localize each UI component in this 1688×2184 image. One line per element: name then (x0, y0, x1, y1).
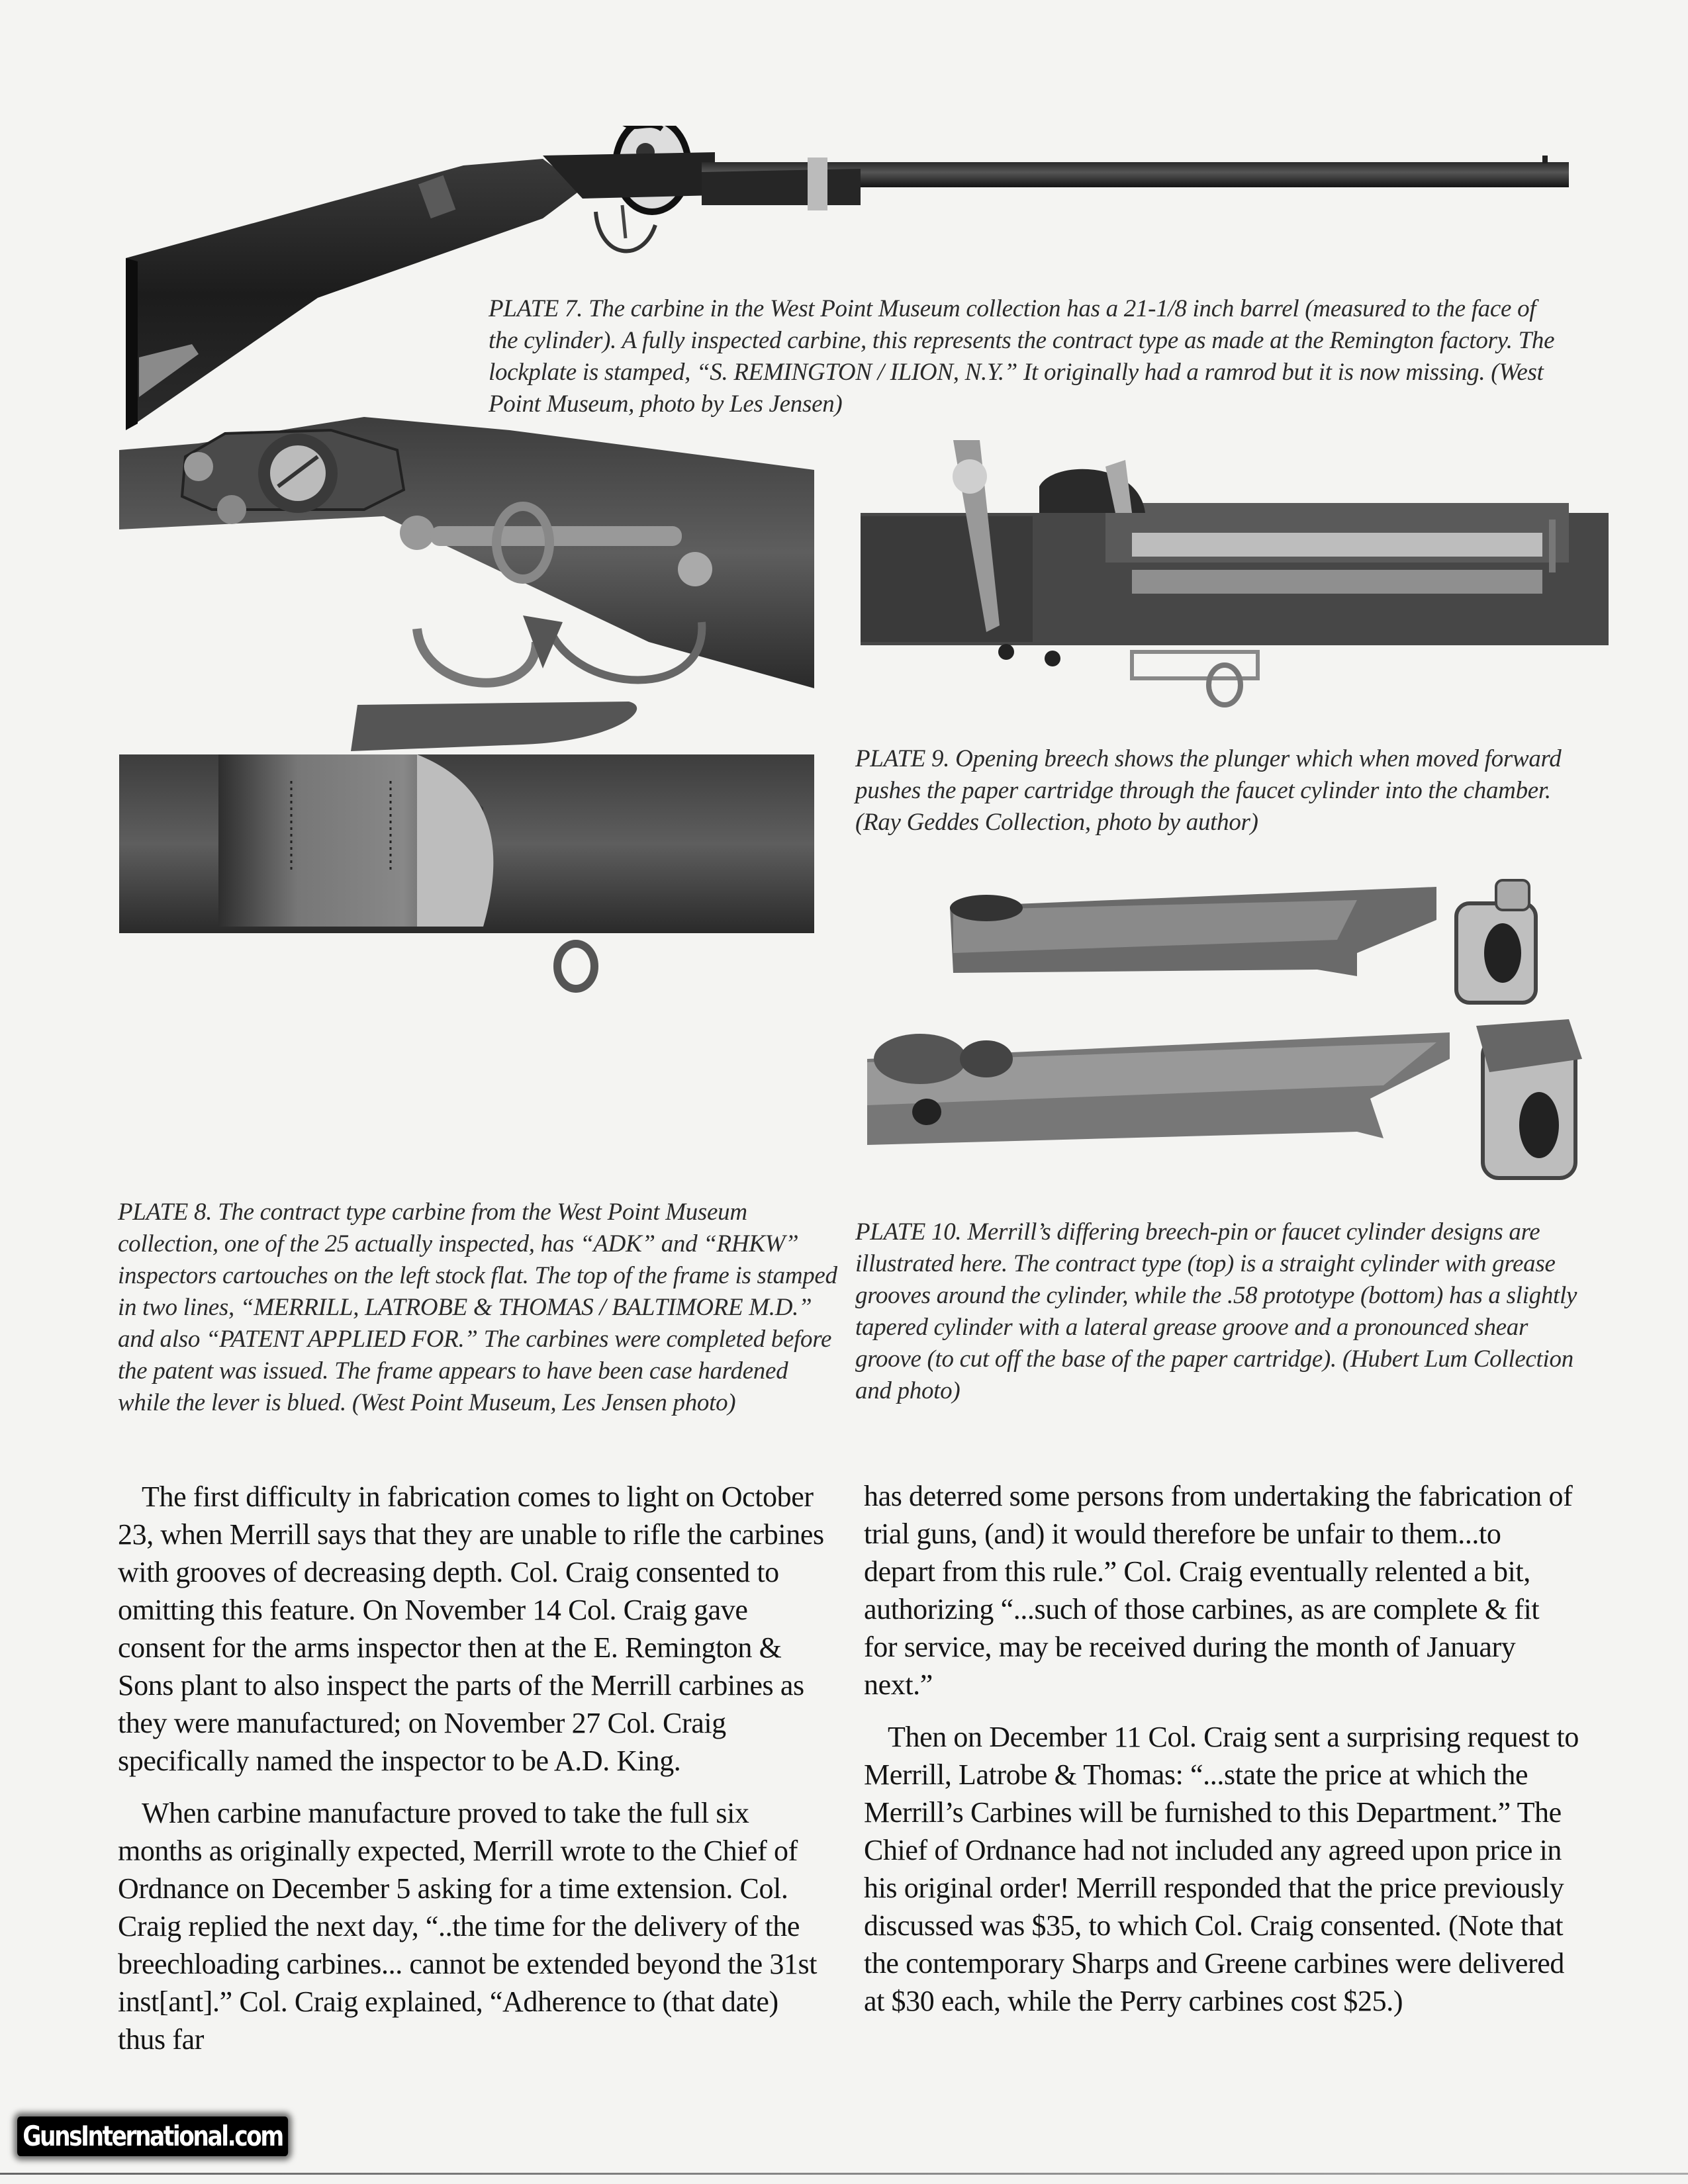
body-paragraph: When carbine manufacture proved to take the full six months as originally expected, Merrill wrote to the Chief of Ordnance on December 5 asking for a time extension. Col. Craig replied the next day, “..the time for the delivery of the breechloading carbines... cannot be extended beyond the 31st inst[ant].” Col. Craig explained, “Adherence to (that date) thus far (118, 1797, 818, 2056)
footer-rule (0, 2173, 1688, 2175)
plate-10-photo (854, 860, 1622, 1191)
body-right-column (864, 1477, 1579, 2034)
plate-7-caption: PLATE 7. The carbine in the West Point Museum collection has a 21-1/8 inch barrel (measured to the face of the cylinder). A fully inspected carbine, this represents the contract type as made at the Remington factory. The lockplate is stamped, “S. REMINGTON / ILION, N.Y.” It originally had a ramrod but it is now missing. (West Point Museum, photo by Les Jensen) (489, 295, 1555, 418)
opened-breech-image (854, 440, 1615, 745)
gunsinternational-watermark-logo: GunsInternational.com (17, 2116, 288, 2156)
plate-9-caption: PLATE 9. Opening breech shows the plunger which when moved forward pushes the paper cartridge through the faucet cylinder into the chamber. (Ray Geddes Collection, photo by author) (855, 745, 1562, 836)
body-paragraph: has deterred some persons from undertaking the fabrication of trial guns, (and) it would therefore be unfair to them...to depart from this rule.” Col. Craig eventually relented a bit, authorizing “...such of those carbines, as are complete & fit for service, may be received during the month of January next.” (864, 1480, 1573, 1701)
plate-10-caption: PLATE 10. Merrill’s differing breech-pin or faucet cylinder designs are illustrated here. The contract type (top) is a straight cylinder with grease grooves around the cylinder, while the .58 prototype (bottom) has a slightly tapered cylinder with a lateral grease groove and a pronounced shear groove (to cut off the base of the paper cartridge). (Hubert Lum Collection and photo) (855, 1218, 1577, 1404)
body-paragraph: The first difficulty in fabrication comes to light on October 23, when Merrill says that they are unable to rifle the carbines with grooves of decreasing depth. Col. Craig consented to omitting this feature. On November 14 Col. Craig gave consent for the arms inspector then at the E. Remington & Sons plant to also inspect the parts of the Merrill carbines as they were manufactured; on November 27 Col. Craig specifically named the inspector to be A.D. King. (118, 1480, 824, 1777)
body-paragraph: Then on December 11 Col. Craig sent a surprising request to Merrill, Latrobe & Thomas: “...state the price at which the Merrill’s Carbines will be furnished to this Department.” The Chief of Ordnance had not included any agreed upon price in his original order! Merrill responded that the price previously discussed was $35, to which Col. Craig consented. (Note that the contemporary Sharps and Greene carbines were delivered at $30 each, while the Perry carbines cost $25.) (864, 1721, 1579, 2017)
plate-9-photo (854, 440, 1615, 745)
plate-8-photo (113, 410, 834, 1188)
breech-pins-image (854, 860, 1622, 1191)
lock-frame-image (113, 410, 834, 1188)
body-left-column (118, 1478, 833, 2073)
plate-8-caption: PLATE 8. The contract type carbine from the West Point Museum collection, one of the 25 actually inspected, has “ADK” and “RHKW” inspectors cartouches on the left stock flat. The top of the frame is stamped in two lines, “MERRILL, LATROBE & THOMAS / BALTIMORE M.D.” and also “PATENT APPLIED FOR.” The carbines were completed before the patent was issued. The frame appears to have been case hardened while the lever is blued. (West Point Museum, Les Jensen photo) (118, 1199, 837, 1416)
